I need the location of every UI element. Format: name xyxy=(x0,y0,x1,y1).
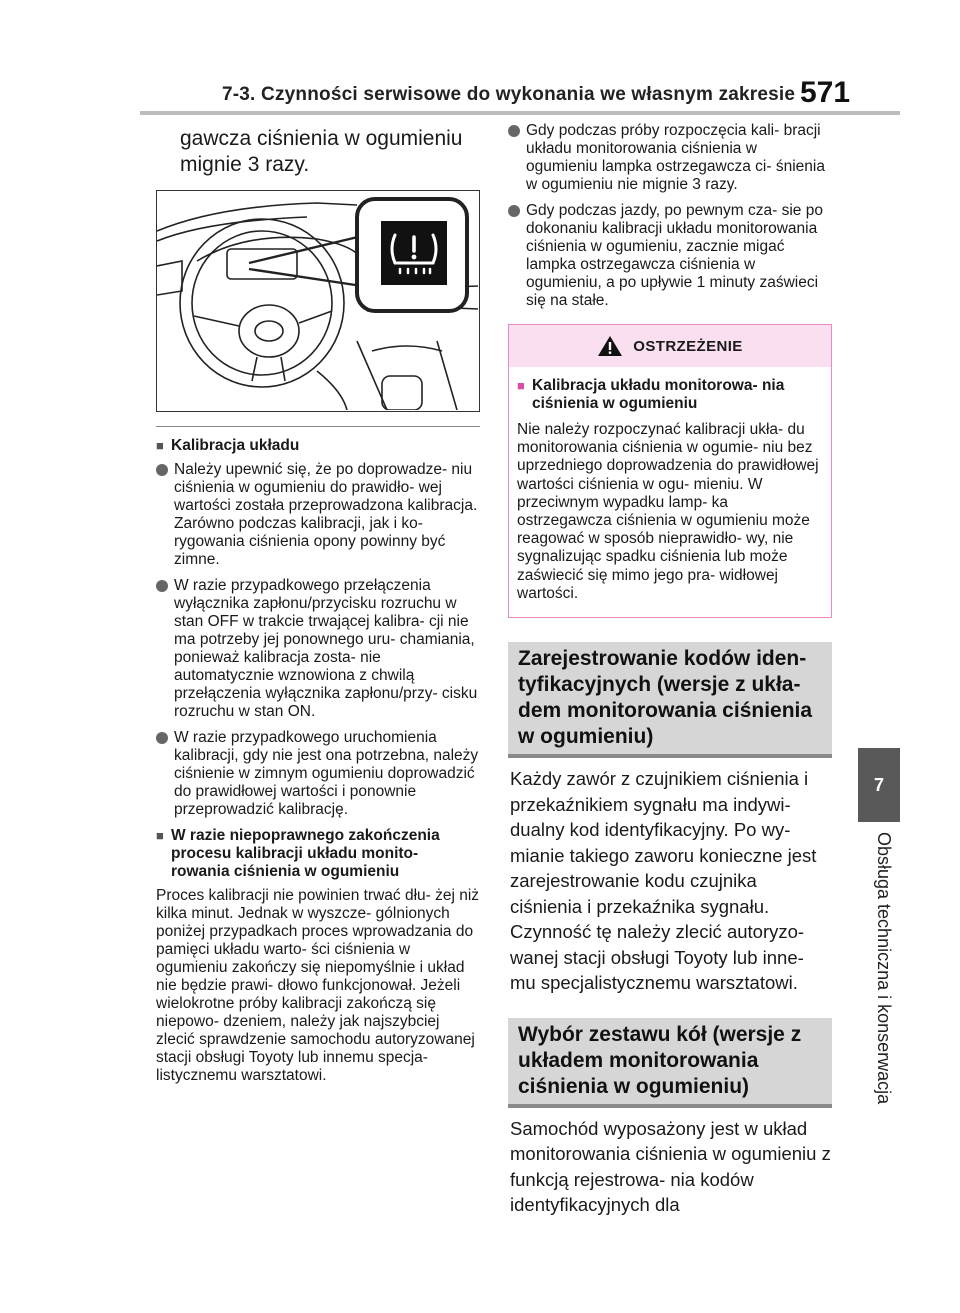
page-number: 571 xyxy=(800,76,851,109)
warning-box xyxy=(508,324,832,618)
round-bullet-icon xyxy=(508,125,520,137)
round-bullet-icon xyxy=(508,205,520,217)
section-heading-failed-calibration: ■ W razie niepoprawnego zakończenia procesu kalibracji układu monito- rowania ciśnienia w ogumieniu xyxy=(156,827,440,880)
square-bullet-icon: ■ xyxy=(517,378,525,393)
failed-calibration-paragraph: Proces kalibracji nie powinien trwać dłu- żej niż kilka minut. Jednak w wyszcze- gólnionych poniżej przypadkach proces wprowadzania do pamięci układu warto- ści ciśnienia w ogumieniu zakończy się niepomyślnie i układ nie będzie prawi- dłowo funkcjonował. Jeżeli wielokrotne próby kalibracji zakończą się niepowo- dzeniem, należy jak najszybciej zlecić sprawdzenie samochodu autoryzowanej stacji obsługi Toyoty lub innemu specja- listycznemu warsztatowi. xyxy=(156,887,480,1084)
right-column xyxy=(508,122,832,1218)
running-header: 7-3. Czynności serwisowe do wykonania we własnym zakresie xyxy=(222,84,796,105)
list-item: W razie przypadkowego przełączenia wyłącznika zapłonu/przycisku rozruchu w stan OFF w trakcie trwającej kalibra- cji nie ma potrzeby jej ponownego uru- chamiania, ponieważ kalibracja zosta- nie automatycznie wznowiona z chwilą przełączenia wyłącznika zapłonu/przy- cisku rozruchu w stan ON. xyxy=(156,577,480,721)
id-codes-text: Każdy zawór z czujnikiem ciśnienia i przekaźnikiem sygnału ma indywi- dualny kod identyfikacyjny. Po wy- mianie takiego zaworu konieczne jest zarejestrowanie kodu czujnika ciśnienia i przekaźnika sygnału. Czynność tę należy zlecić autoryzo- wanej stacji obsługi Toyoty lub inne- mu specjalistycznemu warsztatowi. xyxy=(510,768,817,994)
wheel-set-text: Samochód wyposażony jest w układ monitorowania ciśnienia w ogumieniu z funkcją rejestrowa- nia kodów identyfikacyjnych dla xyxy=(510,1117,831,1216)
chapter-label: Obsługa techniczna i konserwacja xyxy=(874,832,894,1105)
square-bullet-icon: ■ xyxy=(156,828,164,843)
section-title-wheel-set: Wybór zestawu kół (wersje z układem monitorowania ciśnienia w ogumieniu) xyxy=(508,1018,832,1108)
intro-text: gawcza ciśnienia w ogumieniu mignie 3 razy. xyxy=(180,127,463,176)
round-bullet-icon xyxy=(156,464,168,476)
section-divider xyxy=(156,426,480,427)
chapter-number: 7 xyxy=(873,774,884,795)
warning-triangle-icon xyxy=(597,335,623,357)
round-bullet-icon xyxy=(156,580,168,592)
round-bullet-icon xyxy=(156,732,168,744)
warning-title: OSTRZEŻENIE xyxy=(633,337,743,355)
warning-text: Nie należy rozpoczynać kalibracji ukła- du monitorowania ciśnienia w ogumie- niu bez uprzedniego doprowadzenia do prawidłowej wartości ciśnienia w ogu- mieniu. W przeciwnym wypadku lamp- ka ostrzegawcza ciśnienia w ogumieniu może reagować w sposób nieprawidło- wy, nie sygnalizując spadku ciśnienia lub może zaświecić się mimo jego pra- widłowej wartości. xyxy=(517,421,819,602)
left-column xyxy=(156,122,480,1085)
chapter-tab xyxy=(858,748,900,822)
section-title-id-codes: Zarejestrowanie kodów iden- tyfikacyjnych (wersje z ukła- dem monitorowania ciśnienia w ogumieniu) xyxy=(508,642,832,758)
list-item: Należy upewnić się, że po doprowadze- niu ciśnienia w ogumieniu do prawidło- wej wartości została przeprowadzona kalibracja. Zarówno podczas kalibracji, jak i ko- rygowania ciśnienia opony powinny być zimne. xyxy=(156,461,480,569)
list-item: W razie przypadkowego uruchomienia kalibracji, gdy nie jest ona potrzebna, należy ciśnienie w zimnym ogumieniu doprowadzić do prawidłowej wartości i ponownie przeprowadzić kalibrację. xyxy=(156,729,480,819)
warning-subheading: ■ Kalibracja układu monitorowa- nia ciśnienia w ogumieniu xyxy=(517,377,785,412)
list-item: Gdy podczas jazdy, po pewnym cza- sie po dokonaniu kalibracji układu monitorowania ciśnienia w ogumieniu, zacznie migać lampka ostrzegawcza ciśnienia w ogumieniu, a po upływie 1 minuty zaświeci się na stałe. xyxy=(508,202,832,310)
square-bullet-icon: ■ xyxy=(156,438,164,453)
warning-header xyxy=(509,325,831,367)
dashboard-illustration xyxy=(156,190,480,412)
header-rule xyxy=(140,111,900,115)
steering-wheel-illustration xyxy=(157,191,478,410)
list-item: Gdy podczas próby rozpoczęcia kali- bracji układu monitorowania ciśnienia w ogumieniu lampka ostrzegawcza ci- śnienia w ogumieniu nie mignie 3 razy. xyxy=(508,122,832,194)
section-heading-calibration: ■ Kalibracja układu xyxy=(156,437,300,454)
